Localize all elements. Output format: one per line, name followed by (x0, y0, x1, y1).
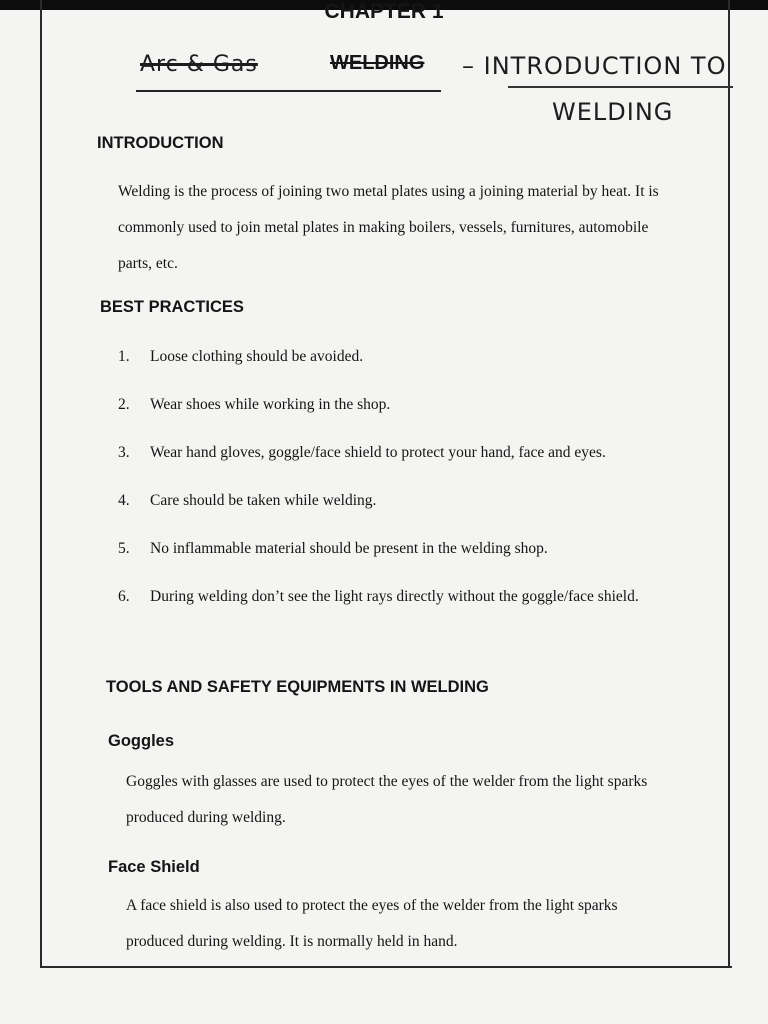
list-item (118, 488, 678, 536)
goggles-paragraph: Goggles with glasses are used to protect the eyes of the welder from the light sparks produced during welding. (126, 773, 648, 826)
list-item (118, 584, 678, 654)
list-item-text: No inflammable material should be present in the welding shop. (150, 540, 548, 557)
handwritten-title-line1: – INTRODUCTION TO (462, 52, 727, 80)
list-item (118, 392, 678, 440)
face-shield-paragraph: A face shield is also used to protect the eyes of the welder from the light sparks produced during welding. It is normally held in hand. (126, 897, 618, 950)
best-practices-list (118, 344, 678, 654)
list-item-number: 4. (118, 492, 130, 509)
best-practices-heading: BEST PRACTICES (100, 298, 244, 316)
face-shield-heading: Face Shield (108, 858, 200, 876)
handwritten-title-line2: WELDING (552, 98, 674, 126)
page-title: WELDING (330, 52, 425, 74)
list-item-text: Loose clothing should be avoided. (150, 348, 364, 365)
list-item-number: 5. (118, 540, 130, 557)
chapter-label: CHAPTER 1 (324, 0, 444, 23)
list-item-number: 3. (118, 444, 130, 461)
introduction-heading: INTRODUCTION (97, 134, 224, 152)
introduction-paragraph: Welding is the process of joining two metal plates using a joining material by heat. It is commonly used to join metal plates in making boilers, vessels, furnitures, automobile parts, etc. (118, 183, 659, 272)
handwritten-underline (508, 86, 733, 88)
goggles-heading: Goggles (108, 732, 175, 750)
list-item (118, 536, 678, 584)
list-item-text: During welding don’t see the light rays directly without the goggle/face shield. (150, 588, 639, 605)
tools-heading: TOOLS AND SAFETY EQUIPMENTS IN WELDING (106, 678, 489, 696)
page-bottom-rule (52, 966, 732, 968)
struck-handwritten-note: Arc & Gas (140, 52, 258, 77)
list-item-number: 6. (118, 588, 130, 605)
list-item-text: Wear shoes while working in the shop. (150, 396, 391, 413)
list-item-text: Care should be taken while welding. (150, 492, 377, 509)
title-underline (136, 90, 441, 92)
list-item-number: 1. (118, 348, 130, 365)
list-item (118, 344, 678, 392)
list-item-number: 2. (118, 396, 130, 413)
list-item (118, 440, 678, 488)
list-item-text: Wear hand gloves, goggle/face shield to protect your hand, face and eyes. (150, 444, 606, 461)
